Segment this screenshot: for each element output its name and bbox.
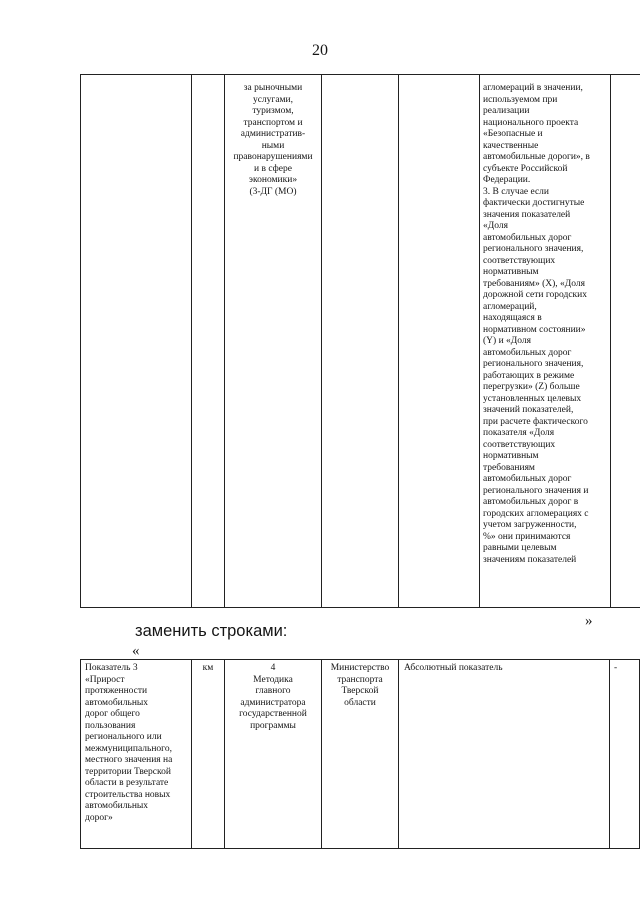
table-cell: [399, 660, 610, 849]
table-row: [81, 660, 640, 849]
table-cell: [611, 75, 640, 608]
continued-table: [80, 74, 640, 608]
indicator-name: Показатель 3 «Прирост протяженности автомобильных дорог общего пользования регионального или межмуниципального, местного значения на территории Тверской области в результате строительства новых автомобильных дорог»: [85, 663, 173, 823]
table-cell: [81, 75, 192, 608]
table-cell: [322, 75, 399, 608]
table-cell: [610, 660, 640, 849]
dash-text: -: [614, 663, 618, 673]
replace-with-rows-text: заменить строками:: [135, 622, 288, 640]
ministry-text: Министерство транспорта Тверской области: [330, 663, 390, 708]
table-cell: [81, 660, 192, 849]
unit-text: км: [202, 663, 214, 673]
opening-quote: «: [132, 643, 140, 659]
table-cell: [322, 660, 399, 849]
table-row: [81, 75, 640, 608]
table-cell: [192, 660, 225, 849]
table-cell: [225, 75, 322, 608]
table-cell: [399, 75, 480, 608]
method-number: 4: [270, 663, 276, 673]
replacement-table: [80, 659, 640, 849]
calculation-method-text: агломераций в значении, используемом при реализации национального проекта «Безопасные и качественные автомобильные дороги», в субъекте Российской Федерации. 3. В случае если фактически достигнутые значения показателей «Доля автомобильных дорог регионального значения, соответствующих нормативным требованиям» (X), «Доля дорожной сети городских агломераций, находящаяся в нормативном состоянии» (Y) и «Доля автомобильных дорог регионального значения, работающих в режиме перегрузки» (Z) больше установленных целевых значений показателей, при расчете фактического показателя «Доля соответствующих нормативным требованиям автомобильных дорог регионального значения и автомобильных дорог в городских агломерациях с учетом загруженности, %» они принимаются равными целевым значениям показателей: [483, 83, 590, 565]
method-text: Методика главного администратора государственной программы: [239, 674, 307, 731]
closing-quote: »: [585, 613, 593, 629]
page-number: 20: [312, 42, 328, 59]
table-cell: [480, 75, 611, 608]
indicator-type-text: Абсолютный показатель: [404, 663, 503, 673]
table-cell: [225, 660, 322, 849]
reporting-form-text: за рыночными услугами, туризмом, транспортом и административ- ными правонарушениями и в сфере экономики» (3-ДГ (МО): [233, 83, 313, 197]
table-cell: [192, 75, 225, 608]
